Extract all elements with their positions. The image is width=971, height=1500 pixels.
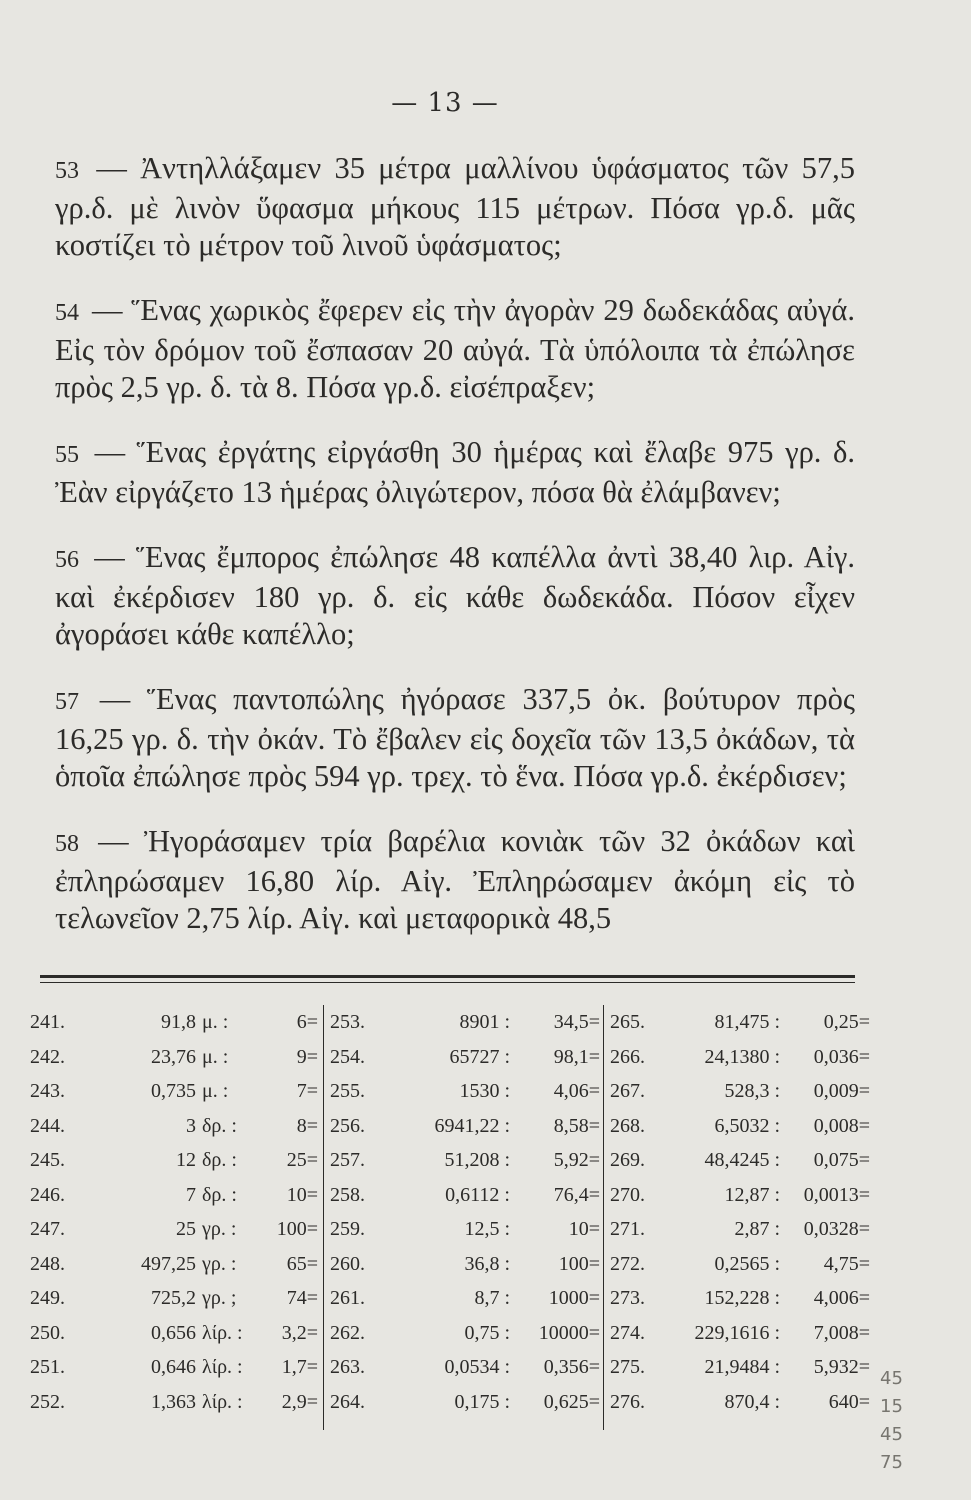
margin-handwriting: [880, 1365, 960, 1477]
answer-row: [610, 1005, 870, 1040]
answer-result: 0,625=: [543, 1390, 600, 1413]
answer-unit: δρ. :: [202, 1149, 237, 1171]
answer-value: 725,2: [151, 1287, 196, 1309]
problem-number: 57: [55, 689, 79, 715]
problem-text: [55, 539, 855, 653]
answer-number: 273.: [610, 1287, 645, 1309]
answer-row: [610, 1212, 870, 1247]
answer-number: 254.: [330, 1045, 365, 1068]
answer-unit: μ. :: [202, 1011, 229, 1033]
answer-number: 247.: [30, 1218, 65, 1240]
answer-row: [30, 1074, 320, 1109]
answer-value: 12: [176, 1149, 196, 1171]
answer-row: [610, 1178, 870, 1213]
problem-text: [55, 681, 855, 795]
problem-number: 56: [55, 547, 79, 573]
answer-number: 243.: [30, 1080, 65, 1102]
answer-unit: γρ. ;: [202, 1287, 237, 1309]
answer-value: 2,87 :: [734, 1218, 780, 1240]
answers-column-3: [610, 1005, 870, 1419]
answer-value: 8,7 :: [474, 1287, 510, 1309]
answer-result: 9=: [296, 1045, 318, 1068]
answers-column-1: [30, 1005, 320, 1419]
answer-unit: δρ. :: [202, 1114, 237, 1137]
answer-result: 4,75=: [823, 1252, 870, 1275]
answer-number: 272.: [610, 1252, 645, 1275]
answer-result: 100=: [276, 1218, 318, 1240]
answer-row: [330, 1178, 600, 1213]
answer-row: [610, 1385, 870, 1420]
answer-value: 24,1380 :: [704, 1045, 780, 1068]
answer-row: [610, 1281, 870, 1316]
answer-value: 0,735: [151, 1080, 196, 1102]
answers-table: [30, 1005, 870, 1435]
problem-item: [55, 150, 855, 264]
problem-body: — Ἀντηλλάξαμεν 35 μέτρα μαλλίνου ὑφάσματος τῶν 57,5 γρ.δ. μὲ λινὸν ὕφασμα μήκους 115 μέτρων. Πόσα γρ.δ. μᾶς κοστίζει τὸ μέτρον τοῦ λινοῦ ὑφάσματος;: [55, 151, 855, 262]
answer-result: 100=: [558, 1252, 600, 1275]
problem-text: [55, 434, 855, 511]
column-divider: [603, 1005, 604, 1430]
divider-rule: [40, 975, 855, 978]
problem-number: 58: [55, 831, 79, 857]
problem-item: [55, 434, 855, 511]
answer-result: 4,006=: [813, 1287, 870, 1309]
answer-result: 74=: [286, 1287, 318, 1309]
answer-row: [30, 1316, 320, 1351]
problem-body: — Ἕνας παντοπώλης ἠγόρασε 337,5 ὀκ. βούτυρον πρὸς 16,25 γρ. δ. τὴν ὀκάν. Τὸ ἔβαλεν εἰς δοχεῖα τῶν 13,5 ὀκάδων, τὰ ὁποῖα ἐπώλησε πρὸς 594 γρ. τρεχ. τὸ ἕνα. Πόσα γρ.δ. ἐκέρδισεν;: [55, 682, 856, 793]
answer-number: 265.: [610, 1011, 645, 1033]
answer-result: 6=: [296, 1011, 318, 1033]
answer-number: 259.: [330, 1218, 365, 1240]
answer-number: 261.: [330, 1287, 365, 1309]
answer-number: 274.: [610, 1321, 645, 1344]
answer-row: [610, 1350, 870, 1385]
answer-value: 12,87 :: [724, 1183, 780, 1206]
answer-row: [610, 1316, 870, 1351]
answer-result: 10000=: [538, 1321, 600, 1344]
answer-result: 0,0013=: [803, 1183, 870, 1206]
answer-number: 256.: [330, 1114, 365, 1137]
answer-result: 2,9=: [281, 1390, 318, 1413]
answer-number: 276.: [610, 1390, 645, 1413]
answer-result: 5,92=: [553, 1149, 600, 1171]
answer-result: 7=: [296, 1080, 318, 1102]
answer-number: 269.: [610, 1149, 645, 1171]
answer-value: 23,76: [151, 1045, 196, 1068]
answer-unit: γρ. :: [202, 1218, 237, 1240]
margin-note: 45: [880, 1424, 903, 1445]
problem-number: 55: [55, 442, 79, 468]
answer-row: [610, 1040, 870, 1075]
problem-body: — Ἕνας ἔμπορος ἐπώλησε 48 καπέλλα ἀντὶ 38,40 λιρ. Αἰγ. καὶ ἐκέρδισεν 180 γρ. δ. εἰς κάθε δωδεκάδα. Πόσον εἶχεν ἀγοράσει κάθε καπέλλο;: [55, 540, 856, 651]
answer-row: [610, 1247, 870, 1282]
answer-result: 0,25=: [823, 1011, 870, 1033]
answer-value: 36,8 :: [464, 1252, 510, 1275]
answer-result: 1000=: [548, 1287, 600, 1309]
answer-value: 0,75 :: [464, 1321, 510, 1344]
answer-value: 0,0534 :: [444, 1356, 510, 1378]
answer-value: 0,2565 :: [714, 1252, 780, 1275]
answer-row: [330, 1281, 600, 1316]
answer-number: 251.: [30, 1356, 65, 1378]
answer-unit: γρ. :: [202, 1252, 237, 1275]
answer-result: 0,0328=: [803, 1218, 870, 1240]
answer-unit: λίρ. :: [202, 1390, 243, 1413]
answer-value: 7: [186, 1183, 196, 1206]
answer-row: [30, 1385, 320, 1420]
problem-body: — Ἠγοράσαμεν τρία βαρέλια κονιὰκ τῶν 32 ὀκάδων καὶ ἐπληρώσαμεν 16,80 λίρ. Αἰγ. Ἐπληρώσαμεν ἀκόμη εἰς τὸ τελωνεῖον 2,75 λίρ. Αἰγ. καὶ μεταφορικὰ 48,5: [55, 824, 856, 935]
answer-result: 8,58=: [553, 1114, 600, 1137]
answer-result: 4,06=: [553, 1080, 600, 1102]
answer-value: 91,8: [161, 1011, 196, 1033]
answer-number: 252.: [30, 1390, 65, 1413]
column-divider: [323, 1005, 324, 1430]
answer-unit: λίρ. :: [202, 1321, 243, 1344]
problem-number: 54: [55, 300, 79, 326]
answer-row: [30, 1212, 320, 1247]
answer-result: 3,2=: [281, 1321, 318, 1344]
answer-number: 258.: [330, 1183, 365, 1206]
answer-row: [330, 1005, 600, 1040]
answer-result: 0,075=: [813, 1149, 870, 1171]
answer-value: 0,175 :: [454, 1390, 510, 1413]
answer-result: 640=: [828, 1390, 870, 1413]
answer-number: 270.: [610, 1183, 645, 1206]
answer-row: [330, 1385, 600, 1420]
problem-list: [55, 150, 855, 965]
answer-number: 246.: [30, 1183, 65, 1206]
answer-result: 0,009=: [813, 1080, 870, 1102]
answer-row: [330, 1247, 600, 1282]
answer-number: 250.: [30, 1321, 65, 1344]
answer-value: 51,208 :: [444, 1149, 510, 1171]
answer-row: [330, 1109, 600, 1144]
answer-value: 6941,22 :: [434, 1114, 510, 1137]
answer-value: 229,1616 :: [694, 1321, 780, 1344]
answer-result: 25=: [286, 1149, 318, 1171]
answer-number: 271.: [610, 1218, 645, 1240]
margin-note: 15: [880, 1396, 903, 1417]
problem-item: [55, 539, 855, 653]
answer-row: [30, 1109, 320, 1144]
answer-number: 241.: [30, 1011, 65, 1033]
answer-value: 870,4 :: [724, 1390, 780, 1413]
answer-result: 10=: [568, 1218, 600, 1240]
answer-value: 8901 :: [459, 1011, 510, 1033]
answer-number: 245.: [30, 1149, 65, 1171]
answer-number: 253.: [330, 1011, 365, 1033]
answer-value: 6,5032 :: [714, 1114, 780, 1137]
answer-value: 0,6112 :: [445, 1183, 510, 1206]
answer-row: [330, 1316, 600, 1351]
answer-result: 5,932=: [813, 1356, 870, 1378]
answer-row: [330, 1143, 600, 1178]
answers-column-2: [330, 1005, 600, 1419]
answer-row: [330, 1074, 600, 1109]
problem-body: — Ἕνας ἐργάτης εἰργάσθη 30 ἡμέρας καὶ ἔλαβε 975 γρ. δ. Ἐὰν εἰργάζετο 13 ἡμέρας ὀλιγώτερον, πόσα θὰ ἐλάμβανεν;: [55, 435, 855, 509]
answer-result: 0,008=: [813, 1114, 870, 1137]
answer-value: 1,363: [151, 1390, 196, 1413]
problem-text: [55, 823, 855, 937]
problem-text: [55, 292, 855, 406]
answer-value: 25: [176, 1218, 196, 1240]
problem-number: 53: [55, 158, 79, 184]
answer-number: 249.: [30, 1287, 65, 1309]
answer-value: 48,4245 :: [704, 1149, 780, 1171]
answer-number: 260.: [330, 1252, 365, 1275]
margin-note: 45: [880, 1368, 903, 1389]
answer-value: 528,3 :: [724, 1080, 780, 1102]
answer-result: 0,356=: [543, 1356, 600, 1378]
answer-unit: μ. :: [202, 1045, 229, 1068]
problem-text: [55, 150, 855, 264]
problem-item: [55, 823, 855, 937]
answer-result: 65=: [286, 1252, 318, 1275]
answer-value: 152,228 :: [704, 1287, 780, 1309]
answer-number: 244.: [30, 1114, 65, 1137]
answer-number: 275.: [610, 1356, 645, 1378]
problem-item: [55, 292, 855, 406]
answer-number: 262.: [330, 1321, 365, 1344]
answer-row: [30, 1178, 320, 1213]
answer-number: 248.: [30, 1252, 65, 1275]
answer-row: [330, 1040, 600, 1075]
answer-row: [30, 1040, 320, 1075]
answer-number: 267.: [610, 1080, 645, 1102]
answer-row: [30, 1247, 320, 1282]
page-number: — 13 —: [391, 88, 499, 118]
answer-value: 65727 :: [449, 1045, 510, 1068]
answer-row: [30, 1143, 320, 1178]
answer-unit: λίρ. :: [202, 1356, 243, 1378]
answer-row: [610, 1074, 870, 1109]
answer-result: 1,7=: [281, 1356, 318, 1378]
answer-result: 8=: [296, 1114, 318, 1137]
answer-number: 264.: [330, 1390, 365, 1413]
answer-unit: μ. :: [202, 1080, 229, 1102]
answer-result: 76,4=: [553, 1183, 600, 1206]
answer-value: 0,656: [151, 1321, 196, 1344]
answer-row: [330, 1212, 600, 1247]
divider-rule-thin: [40, 982, 855, 983]
answer-value: 81,475 :: [714, 1011, 780, 1033]
answer-result: 98,1=: [553, 1045, 600, 1068]
margin-note: 75: [880, 1452, 903, 1473]
answer-value: 497,25: [141, 1252, 196, 1275]
answer-value: 1530 :: [459, 1080, 510, 1102]
answer-value: 3: [186, 1114, 196, 1137]
answer-result: 10=: [286, 1183, 318, 1206]
problem-body: — Ἕνας χωρικὸς ἔφερεν εἰς τὴν ἀγορὰν 29 δωδεκάδας αὐγά. Εἰς τὸν δρόμον τοῦ ἔσπασαν 20 αὐγά. Τὰ ὑπόλοιπα τὰ ἐπώλησε πρὸς 2,5 γρ. δ. τὰ 8. Πόσα γρ.δ. εἰσέπραξεν;: [55, 293, 855, 404]
answer-row: [30, 1005, 320, 1040]
answer-number: 242.: [30, 1045, 65, 1068]
answer-value: 12,5 :: [464, 1218, 510, 1240]
answer-row: [610, 1143, 870, 1178]
answer-row: [610, 1109, 870, 1144]
answer-unit: δρ. :: [202, 1183, 237, 1206]
answer-number: 257.: [330, 1149, 365, 1171]
answer-value: 0,646: [151, 1356, 196, 1378]
answer-number: 255.: [330, 1080, 365, 1102]
answer-number: 263.: [330, 1356, 365, 1378]
answer-result: 0,036=: [813, 1045, 870, 1068]
answer-result: 7,008=: [813, 1321, 870, 1344]
problem-item: [55, 681, 855, 795]
answer-row: [30, 1281, 320, 1316]
answer-row: [30, 1350, 320, 1385]
answer-value: 21,9484 :: [704, 1356, 780, 1378]
answer-number: 268.: [610, 1114, 645, 1137]
answer-row: [330, 1350, 600, 1385]
answer-result: 34,5=: [553, 1011, 600, 1033]
answer-number: 266.: [610, 1045, 645, 1068]
